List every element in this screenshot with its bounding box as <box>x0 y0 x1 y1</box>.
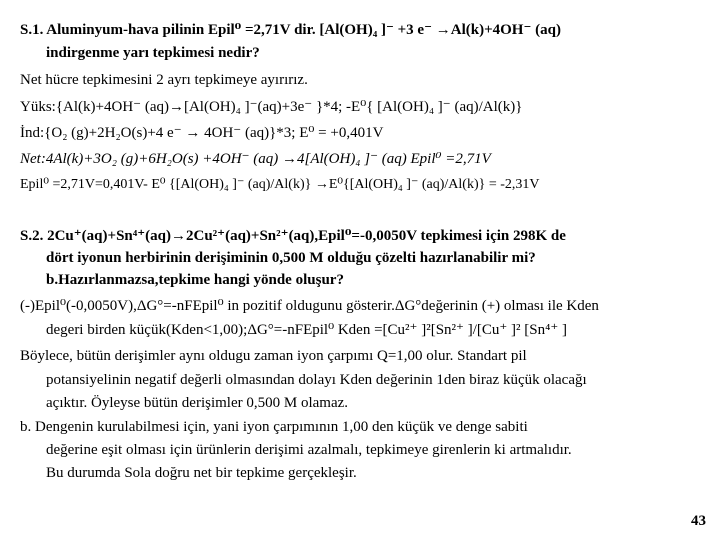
s1-reduction-line: İnd:{O₂ (g)+2H₂O(s)+4 e⁻ → 4OH⁻ (aq)}*3; E⁰ = +0,401V <box>20 125 384 141</box>
s2-answer-line1: (-)Epil⁰(-0,0050V),ΔG°=-nFEpil⁰ in pozitif oldugunu gösterir.ΔG°değerinin (+) olması ile Kden <box>20 298 599 314</box>
s2-answer-line3: Böylece, bütün derişimler aynı oldugu zaman iyon çarpımı Q=1,00 olur. Standart pil <box>20 348 527 364</box>
s2-question-line1: S.2. 2Cu⁺(aq)+Sn⁴⁺(aq)→2Cu²⁺(aq)+Sn²⁺(aq),Epil⁰=-0,0050V tepkimesi için 298K de <box>20 228 566 244</box>
s2-b-answer-line2: değerine eşit olması için ürünlerin derişimi azalmalı, tepkimeye girenlerin ki artmalıdır. <box>46 442 572 458</box>
s1-question-line1: S.1. Aluminyum-hava pilinin Epil⁰ =2,71V dir. [Al(OH)₄ ]⁻ +3 e⁻ →Al(k)+4OH⁻ (aq) <box>20 22 561 38</box>
s1-oxidation-line: Yüks:{Al(k)+4OH⁻ (aq)→[Al(OH)₄ ]⁻(aq)+3e⁻ }*4; -E⁰{ [Al(OH)₄ ]⁻ (aq)/Al(k)} <box>20 99 523 115</box>
s2-answer-line5: açıktır. Öyleyse bütün derişimler 0,500 M olamaz. <box>46 395 349 411</box>
s2-question-line3: b.Hazırlanmazsa,tepkime hangi yönde oluşur? <box>46 272 344 288</box>
s1-net-reaction-line: Net:4Al(k)+3O₂ (g)+6H₂O(s) +4OH⁻ (aq) →4[Al(OH)₄ ]⁻ (aq) Epil⁰ =2,71V <box>20 151 491 167</box>
s2-answer-line2: degeri birden küçük(Kden<1,00);ΔG°=-nFEpil⁰ Kden =[Cu²⁺ ]²[Sn²⁺ ]/[Cu⁺ ]² [Sn⁴⁺ ] <box>46 322 568 338</box>
s2-b-answer-line1: b. Dengenin kurulabilmesi için, yani iyon çarpımının 1,00 den küçük ve denge sabiti <box>20 419 528 435</box>
page-number: 43 <box>691 513 706 529</box>
s1-result-line: Epil⁰ =2,71V=0,401V- E⁰ {[Al(OH)₄ ]⁻ (aq)/Al(k)} →E⁰{[Al(OH)₄ ]⁻ (aq)/Al(k)} = -2,31V <box>20 177 540 192</box>
s2-question-line2: dört iyonun herbirinin derişiminin 0,500 M olduğu çözelti hazırlanabilir mi? <box>46 250 536 266</box>
s1-answer-line1: Net hücre tepkimesini 2 ayrı tepkimeye ayırırız. <box>20 72 308 88</box>
s1-question-line2: indirgenme yarı tepkimesi nedir? <box>46 45 260 61</box>
s2-b-answer-line3: Bu durumda Sola doğru net bir tepkime gerçekleşir. <box>46 465 357 481</box>
s2-answer-line4: potansiyelinin negatif değerli olmasından dolayı Kden değerinin 1den biraz küçük olacağı <box>46 372 587 388</box>
